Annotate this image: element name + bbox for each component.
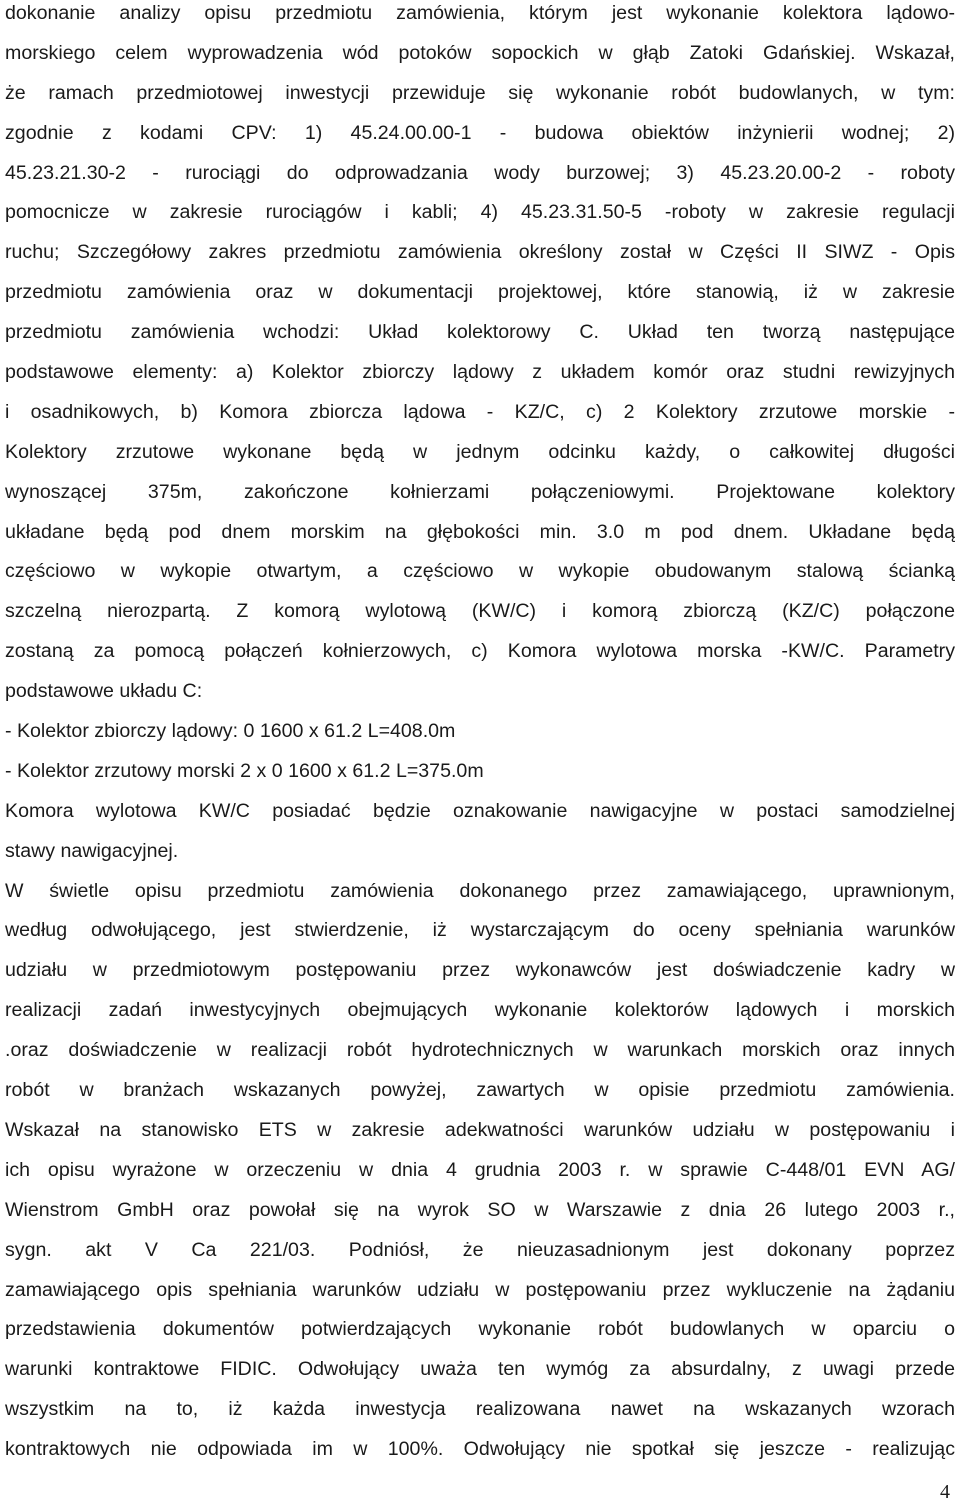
text-line: zgodnie z kodami CPV: 1) 45.24.00.00-1 - budowa obiektów inżynierii wodnej; 2) xyxy=(5,121,955,144)
text-line: stawy nawigacyjnej. xyxy=(5,839,179,862)
text-line: podstawowe elementy: a) Kolektor zbiorczy lądowy z układem komór oraz studni rewizyjnych xyxy=(5,361,955,384)
text-line: kontraktowych nie odpowiada im w 100%. Odwołujący nie spotkał się jeszcze - realizując xyxy=(5,1438,955,1461)
text-line: według odwołującego, jest stwierdzenie, iż wystarczającym do oceny spełniania warunków xyxy=(5,919,955,942)
text-line: .oraz doświadczenie w realizacji robót hydrotechnicznych w warunkach morskich oraz innych xyxy=(5,1039,955,1062)
text-line: - Kolektor zrzutowy morski 2 x 0 1600 x 61.2 L=375.0m xyxy=(5,759,484,782)
text-line: zamawiającego opis spełniania warunków udziału w postępowaniu przez wykluczenie na żądaniu xyxy=(5,1278,955,1301)
text-line: ich opisu wyrażone w orzeczeniu w dnia 4 grudnia 2003 r. w sprawie C-448/01 EVN AG/ xyxy=(5,1158,955,1181)
text-line: przedmiotu zamówienia oraz w dokumentacji projektowej, które stanowią, iż w zakresie xyxy=(5,281,955,304)
text-line: robót w branżach wskazanych powyżej, zawartych w opisie przedmiotu zamówienia. xyxy=(5,1079,955,1102)
text-line: wszystkim na to, iż każda inwestycja realizowana nawet na wskazanych wzorach xyxy=(5,1398,955,1421)
text-line: że ramach przedmiotowej inwestycji przewiduje się wykonanie robót budowlanych, w tym: xyxy=(5,81,955,104)
text-line: szczelną nierozpartą. Z komorą wylotową (KW/C) i komorą zbiorczą (KZ/C) połączone xyxy=(5,600,955,623)
text-line: realizacji zadań inwestycyjnych obejmujących wykonanie kolektorów lądowych i morskich xyxy=(5,999,955,1022)
text-line: morskiego celem wyprowadzenia wód potoków sopockich w głąb Zatoki Gdańskiej. Wskazał, xyxy=(5,41,955,64)
text-line: częściowo w wykopie otwartym, a częściowo w wykopie obudowanym stalową ścianką xyxy=(5,560,955,583)
text-line: ruchu; Szczegółowy zakres przedmiotu zamówienia określony został w Części II SIWZ - Opis xyxy=(5,241,955,264)
document-page xyxy=(5,0,955,1470)
text-line: warunki kontraktowe FIDIC. Odwołujący uważa ten wymóg za absurdalny, z uwagi przede xyxy=(5,1358,955,1381)
text-line: zostaną za pomocą połączeń kołnierzowych, c) Komora wylotowa morska -KW/C. Parametry xyxy=(5,640,955,663)
text-line: udziału w przedmiotowym postępowaniu przez wykonawców jest doświadczenie kadry w xyxy=(5,959,955,982)
text-line: sygn. akt V Ca 221/03. Podniósł, że nieuzasadnionym jest dokonany poprzez xyxy=(5,1238,955,1261)
body-text xyxy=(5,0,955,1470)
text-line: Wskazał na stanowisko ETS w zakresie adekwatności warunków udziału w postępowaniu i xyxy=(5,1118,955,1141)
text-line: Kolektory zrzutowe wykonane będą w jednym odcinku każdy, o całkowitej długości xyxy=(5,440,955,463)
text-line: 45.23.21.30-2 - rurociągi do odprowadzania wody burzowej; 3) 45.23.20.00-2 - roboty xyxy=(5,161,955,184)
text-line: W świetle opisu przedmiotu zamówienia dokonanego przez zamawiającego, uprawnionym, xyxy=(5,879,955,902)
page-number: 4 xyxy=(940,1481,950,1503)
text-line: - Kolektor zbiorczy lądowy: 0 1600 x 61.2 L=408.0m xyxy=(5,720,456,743)
text-line: przedstawienia dokumentów potwierdzających wykonanie robót budowlanych w oparciu o xyxy=(5,1318,955,1341)
text-line: układane będą pod dnem morskim na głębokości min. 3.0 m pod dnem. Układane będą xyxy=(5,520,955,543)
text-line: podstawowe układu C: xyxy=(5,680,203,703)
text-line: Wienstrom GmbH oraz powołał się na wyrok SO w Warszawie z dnia 26 lutego 2003 r., xyxy=(5,1198,955,1221)
text-line: przedmiotu zamówienia wchodzi: Układ kolektorowy C. Układ ten tworzą następujące xyxy=(5,321,955,344)
text-line: Komora wylotowa KW/C posiadać będzie oznakowanie nawigacyjne w postaci samodzielnej xyxy=(5,799,955,822)
text-line: i osadnikowych, b) Komora zbiorcza lądowa - KZ/C, c) 2 Kolektory zrzutowe morskie - xyxy=(5,400,955,423)
text-line: pomocnicze w zakresie rurociągów i kabli; 4) 45.23.31.50-5 -roboty w zakresie regulacji xyxy=(5,201,955,224)
text-line: wynoszącej 375m, zakończone kołnierzami połączeniowymi. Projektowane kolektory xyxy=(5,480,955,503)
text-line: dokonanie analizy opisu przedmiotu zamówienia, którym jest wykonanie kolektora lądowo- xyxy=(5,2,955,24)
